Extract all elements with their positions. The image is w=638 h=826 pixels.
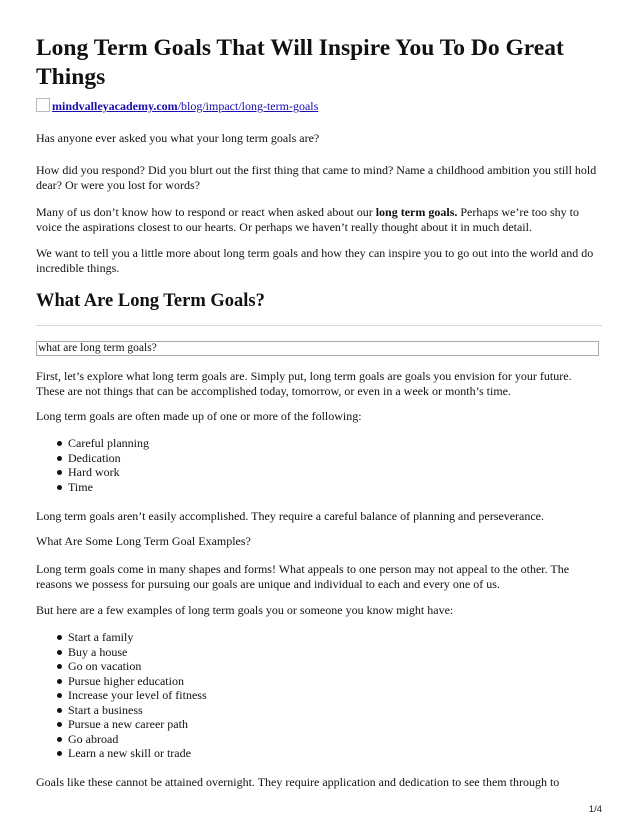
intro-paragraph-3 — [36, 205, 602, 235]
list-item: Pursue higher education — [56, 674, 207, 689]
list-item: Buy a house — [56, 645, 207, 660]
source-link[interactable] — [52, 99, 318, 113]
section-paragraph-3: Long term goals aren’t easily accomplished. They require a careful balance of planning and perseverance. — [36, 509, 545, 523]
page-number: 1/4 — [588, 804, 602, 815]
list-item: Go abroad — [56, 732, 207, 747]
source-path: /blog/impact/long-term-goals — [177, 99, 319, 113]
qualities-list — [56, 436, 149, 494]
section-divider — [36, 325, 602, 326]
list-item: Hard work — [56, 465, 149, 480]
favicon-icon — [36, 98, 50, 112]
list-item: Increase your level of fitness — [56, 688, 207, 703]
list-item: Time — [56, 480, 149, 495]
examples-list — [56, 630, 207, 761]
list-item: Learn a new skill or trade — [56, 746, 207, 761]
list-item: Go on vacation — [56, 659, 207, 674]
section-paragraph-5: Long term goals come in many shapes and forms! What appeals to one person may not appeal to the other. The reasons we possess for pursuing our goals are unique and individual to each and every one of us. — [36, 562, 570, 591]
intro-paragraph-1: Has anyone ever asked you what your long term goals are? — [36, 131, 320, 145]
intro-p3-start: Many of us don’t know how to respond or react when asked about our — [36, 205, 376, 219]
list-item: Pursue a new career path — [56, 717, 207, 732]
intro-p3-end: Perhaps we’re too shy to voice the aspirations closest to our hearts. Or perhaps we haven’t really thought about it in much detail. — [36, 205, 580, 234]
list-item: Careful planning — [56, 436, 149, 451]
section-paragraph-7: Goals like these cannot be attained overnight. They require application and dedication to see them through to — [36, 775, 560, 789]
section-paragraph-1: First, let’s explore what long term goals are. Simply put, long term goals are goals you envision for your future. These are not things that can be accomplished today, tomorrow, or even in a week or month’s time. — [36, 369, 572, 398]
list-item: Start a family — [56, 630, 207, 645]
section-paragraph-4: What Are Some Long Term Goal Examples? — [36, 534, 251, 548]
intro-paragraph-2: How did you respond? Did you blurt out the first thing that came to mind? Name a childhood ambition you still hold dear? Or were you lost for words? — [36, 163, 597, 192]
section-paragraph-6: But here are a few examples of long term goals you or someone you know might have: — [36, 603, 454, 617]
intro-p3-bold: long term goals. — [375, 205, 458, 219]
article-title: Long Term Goals That Will Inspire You To Do Great Things — [36, 35, 564, 90]
image-placeholder: what are long term goals? — [36, 341, 599, 356]
section-heading: What Are Long Term Goals? — [36, 291, 265, 311]
list-item: Dedication — [56, 451, 149, 466]
section-paragraph-2: Long term goals are often made up of one or more of the following: — [36, 409, 362, 423]
list-item: Start a business — [56, 703, 207, 718]
intro-paragraph-4: We want to tell you a little more about long term goals and how they can inspire you to go out into the world and do incredible things. — [36, 246, 594, 275]
source-line — [36, 98, 318, 114]
source-domain: mindvalleyacademy.com — [52, 99, 178, 113]
